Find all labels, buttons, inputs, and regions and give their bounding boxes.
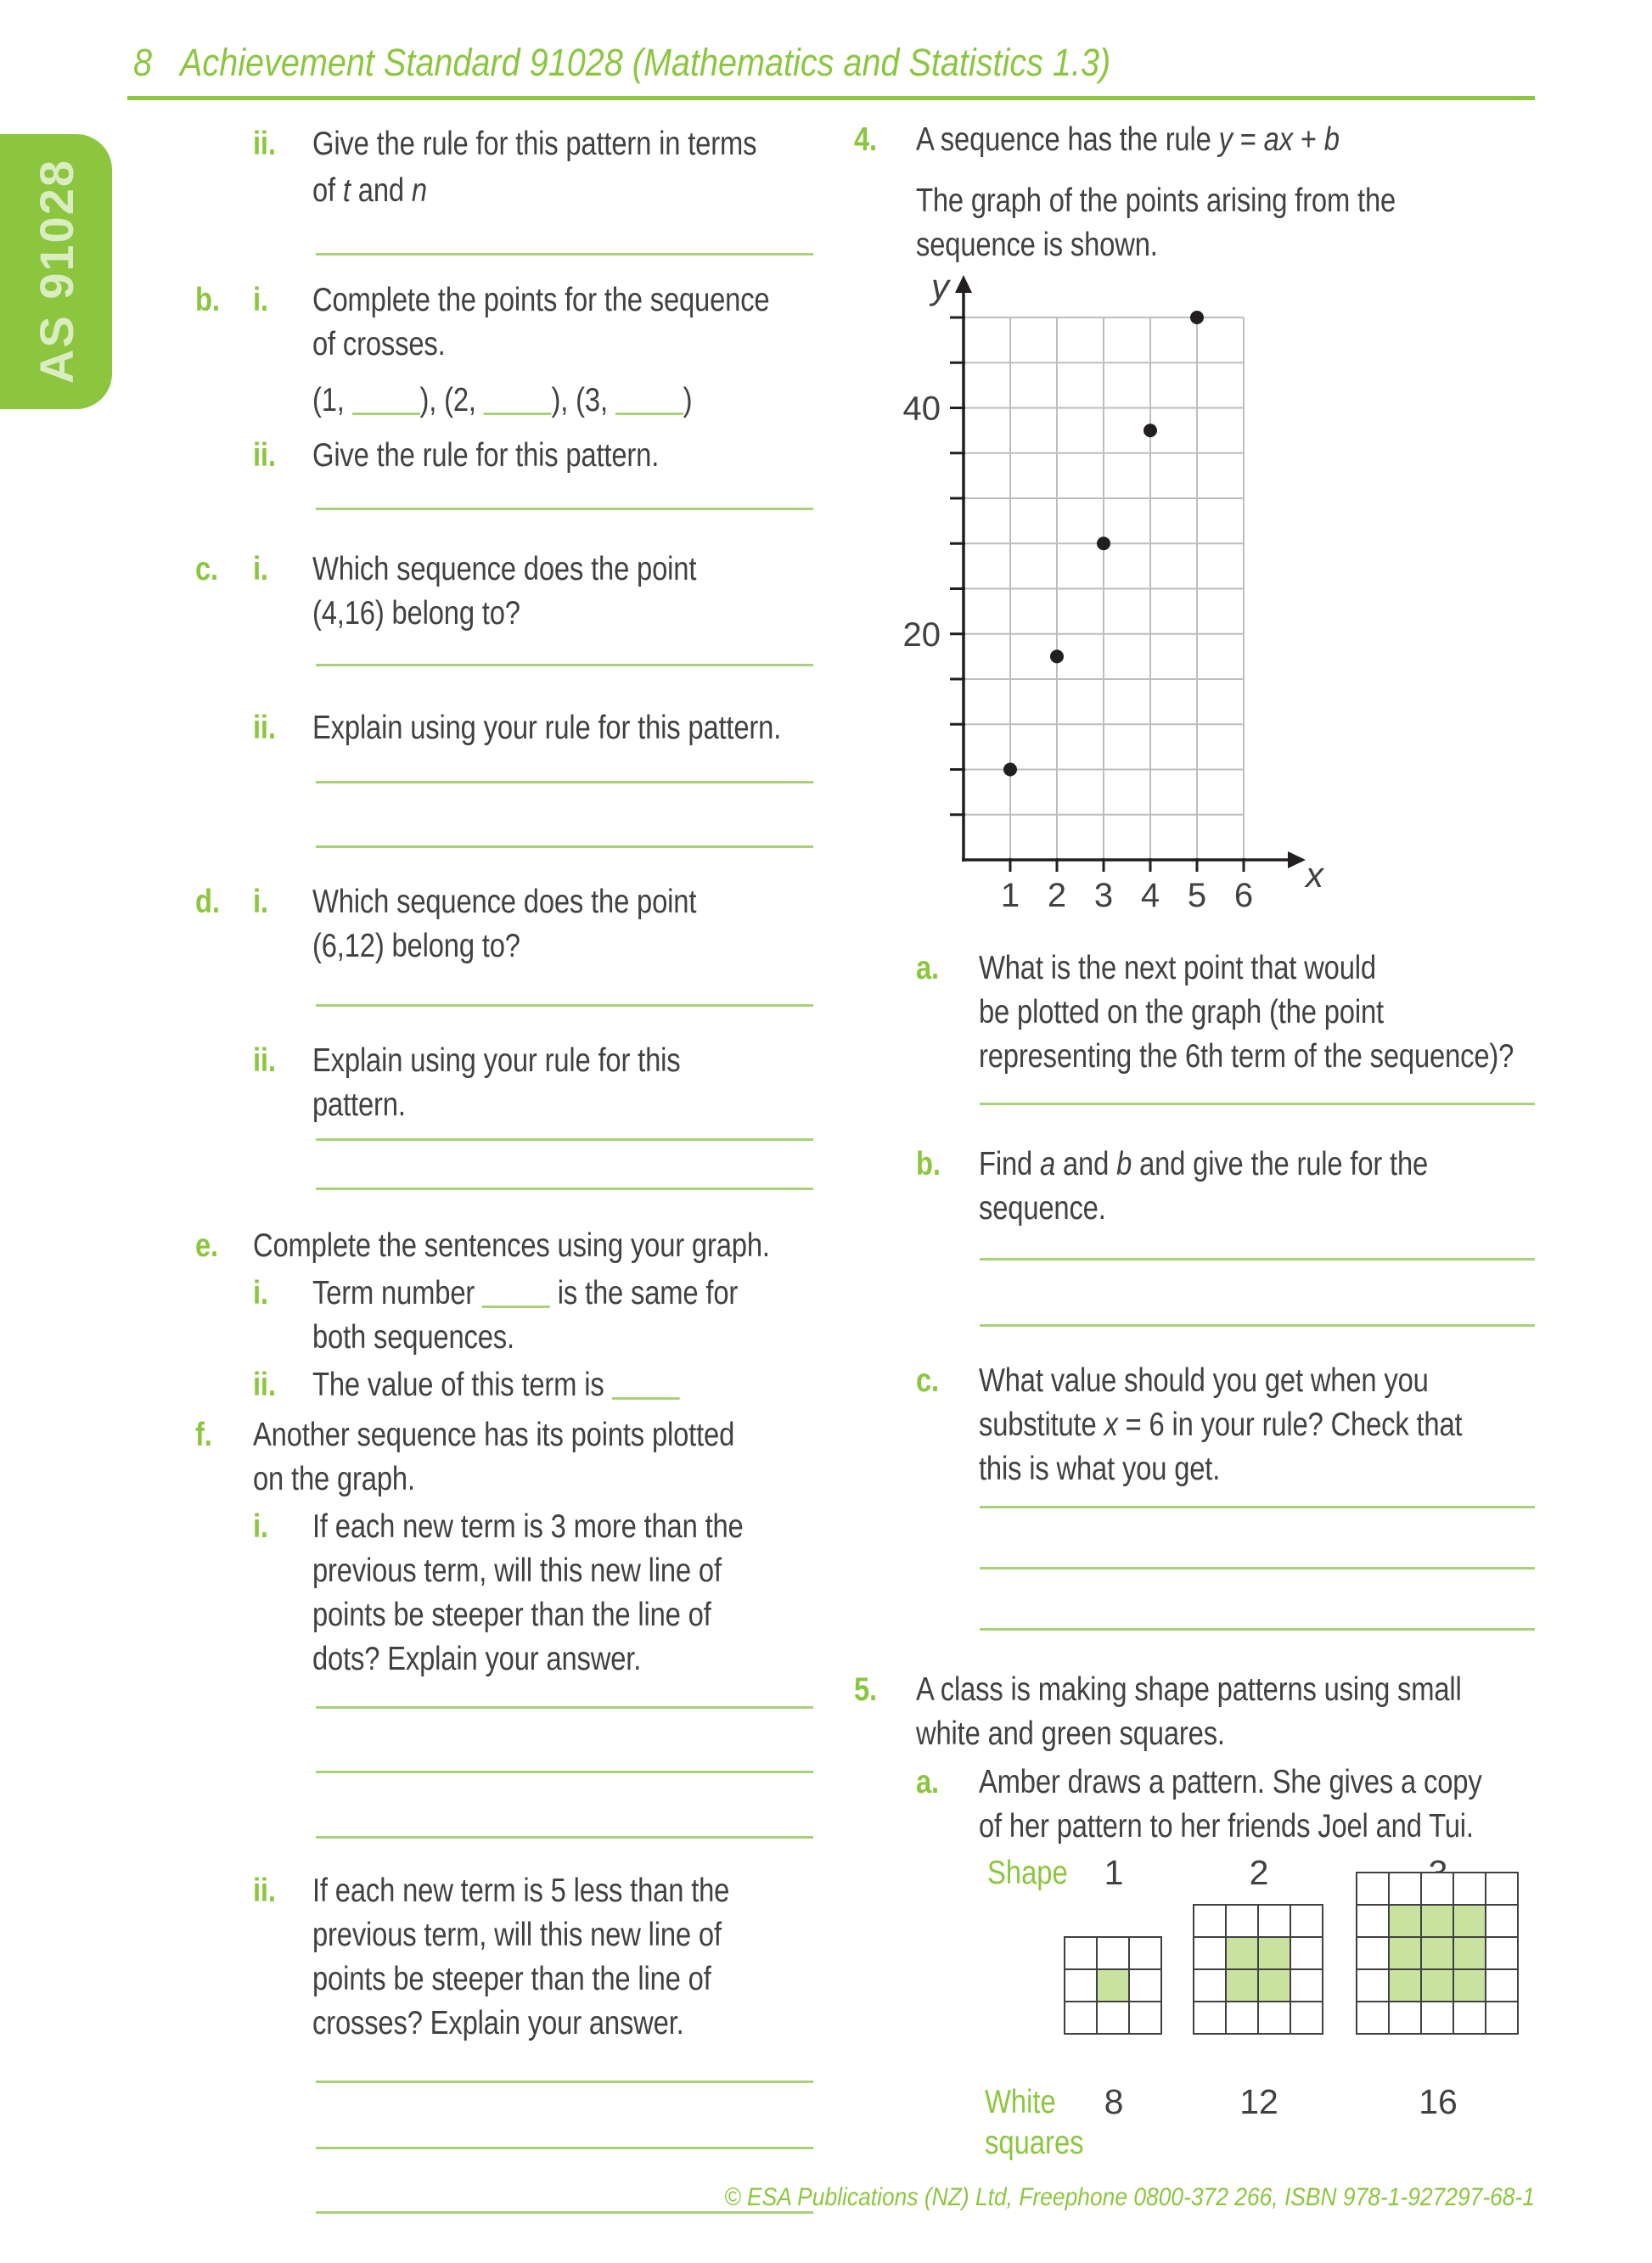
white-square: [1290, 1905, 1323, 1937]
svg-text:y: y: [931, 267, 949, 306]
white-square: [1421, 2002, 1453, 2034]
white-square: [1486, 1969, 1518, 2002]
item-f-ii-line1: If each new term is 5 less than the: [312, 1873, 730, 1909]
green-square: [1258, 1937, 1290, 1969]
svg-text:6: 6: [1233, 877, 1254, 914]
item-f-i-line2: previous term, will this new line of: [312, 1553, 722, 1589]
item-b-marker: b.: [195, 282, 220, 318]
question-4-line2: The graph of the points arising from the: [916, 182, 1396, 219]
page-number: 8: [133, 41, 153, 84]
white-squares-value-3: 16: [1419, 2082, 1458, 2121]
white-square: [1453, 2002, 1486, 2034]
white-square: [1194, 1937, 1226, 1969]
question-4-line1: A sequence has the rule y = ax + b: [916, 121, 1340, 158]
q4-c-marker: c.: [916, 1362, 939, 1399]
green-square: [1389, 1969, 1421, 2002]
white-square: [1357, 1905, 1389, 1937]
item-e-line1: Complete the sentences using your graph.: [253, 1227, 770, 1264]
green-square: [1389, 1937, 1421, 1969]
answer-line: [980, 1628, 1535, 1631]
white-square: [1097, 2002, 1129, 2034]
item-c-ii-marker: ii.: [253, 710, 276, 746]
green-square: [1453, 1969, 1486, 2002]
green-square: [1421, 1905, 1453, 1937]
white-square: [1258, 1905, 1290, 1937]
item-b-i-points: (1, ), (2, ), (3, ): [312, 382, 693, 418]
item-c-ii-line1: Explain using your rule for this pattern.: [312, 710, 782, 746]
shape-2-number: 2: [1249, 1853, 1269, 1892]
svg-text:2: 2: [1047, 877, 1067, 914]
q4-c-line1: What value should you get when you: [979, 1362, 1429, 1399]
q4-a-line3: representing the 6th term of the sequence)?: [979, 1038, 1514, 1075]
item-f-line1: Another sequence has its points plotted: [253, 1417, 735, 1453]
white-squares-value-1: 8: [1104, 2082, 1124, 2121]
item-b-i-line1: Complete the points for the sequence: [312, 282, 770, 318]
standard-tab-label: AS 91028: [29, 159, 83, 385]
white-square: [1194, 1969, 1226, 2002]
svg-text:x: x: [1306, 855, 1323, 895]
white-square: [1486, 1873, 1518, 1905]
white-square: [1357, 1873, 1389, 1905]
white-square: [1129, 1969, 1161, 2002]
white-square: [1129, 2002, 1161, 2034]
item-d-marker: d.: [195, 884, 220, 920]
question-5-marker: 5.: [854, 1671, 877, 1708]
shape-pattern-2: [1193, 1904, 1323, 2035]
white-squares-label-1: White: [985, 2084, 1056, 2120]
item-f-ii-marker: ii.: [253, 1873, 276, 1909]
q4-b-line1: Find a and b and give the rule for the: [979, 1146, 1429, 1182]
answer-line: [316, 2080, 813, 2083]
green-square: [1389, 1905, 1421, 1937]
white-square: [1065, 2002, 1097, 2034]
item-d-ii-line2: pattern.: [312, 1087, 406, 1123]
white-square: [1290, 1969, 1323, 2002]
green-square: [1226, 1969, 1258, 2002]
item-d-ii-line1: Explain using your rule for this: [312, 1042, 681, 1079]
sequence-graph: [883, 255, 1358, 934]
q4-a-line1: What is the next point that would: [979, 950, 1376, 986]
item-f-i-line4: dots? Explain your answer.: [312, 1641, 642, 1677]
answer-line: [316, 845, 813, 848]
white-square: [1065, 1969, 1097, 2002]
answer-line: [980, 1324, 1535, 1327]
q4-c-line3: this is what you get.: [979, 1451, 1221, 1487]
item-f-i-marker: i.: [253, 1508, 268, 1545]
answer-line: [316, 1004, 813, 1007]
question-5-line2: white and green squares.: [916, 1716, 1225, 1752]
item-e-i-line2: both sequences.: [312, 1319, 514, 1356]
answer-line: [316, 2147, 813, 2149]
shape-1-number: 1: [1104, 1853, 1124, 1892]
white-square: [1486, 2002, 1518, 2034]
item-d-i-line1: Which sequence does the point: [312, 884, 697, 920]
answer-line: [980, 1103, 1535, 1105]
svg-text:5: 5: [1187, 877, 1207, 914]
answer-line: [316, 1188, 813, 1190]
page-title: Achievement Standard 91028 (Mathematics and Statistics 1.3): [180, 41, 1111, 84]
green-square: [1258, 1969, 1290, 2002]
white-square: [1129, 1937, 1161, 1969]
item-b-i-line2: of crosses.: [312, 326, 446, 362]
svg-text:3: 3: [1093, 877, 1114, 914]
item-b-ii-line1: Give the rule for this pattern.: [312, 437, 660, 474]
question-5-line1: A class is making shape patterns using small: [916, 1671, 1462, 1708]
green-square: [1097, 1969, 1129, 2002]
white-square: [1194, 1905, 1226, 1937]
white-square: [1453, 1873, 1486, 1905]
q4-a-line2: be plotted on the graph (the point: [979, 994, 1384, 1030]
green-square: [1421, 1937, 1453, 1969]
item-c-i-line2: (4,16) belong to?: [312, 595, 520, 632]
answer-line: [980, 1567, 1535, 1570]
shape-pattern-3: [1356, 1872, 1519, 2035]
item-f-line2: on the graph.: [253, 1461, 415, 1497]
white-square: [1421, 1873, 1453, 1905]
answer-line: [316, 508, 813, 510]
white-square: [1486, 1905, 1518, 1937]
white-square: [1357, 1969, 1389, 2002]
answer-line: [980, 1258, 1535, 1261]
item-e-i-line1: Term number is the same for: [312, 1275, 739, 1311]
item-d-ii-marker: ii.: [253, 1042, 276, 1079]
answer-line: [316, 1836, 813, 1839]
item-c-i-line1: Which sequence does the point: [312, 551, 697, 587]
white-square: [1389, 1873, 1421, 1905]
question-4-line3: sequence is shown.: [916, 227, 1158, 263]
item-f-i-line1: If each new term is 3 more than the: [312, 1508, 744, 1545]
answer-line: [316, 781, 813, 783]
item-ii-top-line1: Give the rule for this pattern in terms: [312, 126, 757, 162]
item-e-ii-line1: The value of this term is: [312, 1367, 679, 1404]
answer-line: [316, 1138, 813, 1141]
answer-line: [980, 1506, 1535, 1508]
green-square: [1453, 1937, 1486, 1969]
q4-a-marker: a.: [916, 950, 939, 986]
white-square: [1226, 2002, 1258, 2034]
white-square: [1290, 2002, 1323, 2034]
item-ii-top-line2: of t and n: [312, 172, 427, 209]
item-f-ii-line3: points be steeper than the line of: [312, 1961, 711, 1997]
q4-b-marker: b.: [916, 1146, 941, 1182]
item-e-marker: e.: [195, 1227, 218, 1264]
item-f-marker: f.: [195, 1417, 212, 1453]
item-e-i-marker: i.: [253, 1275, 268, 1311]
svg-text:1: 1: [1000, 877, 1020, 914]
white-square: [1290, 1937, 1323, 1969]
svg-text:20: 20: [902, 615, 941, 654]
item-ii-top-marker: ii.: [253, 126, 276, 162]
green-square: [1421, 1969, 1453, 2002]
answer-line: [316, 664, 813, 666]
q4-b-line2: sequence.: [979, 1190, 1106, 1227]
standard-tab: [0, 134, 112, 409]
white-square: [1258, 2002, 1290, 2034]
item-b-i-marker: i.: [253, 282, 268, 318]
svg-text:4: 4: [1140, 877, 1160, 914]
item-c-i-marker: i.: [253, 551, 268, 587]
shape-pattern-1: [1064, 1936, 1162, 2035]
answer-line: [316, 1771, 813, 1773]
item-f-ii-line4: crosses? Explain your answer.: [312, 2005, 684, 2041]
shape-row-label: Shape: [987, 1855, 1068, 1891]
white-square: [1097, 1937, 1129, 1969]
white-square: [1357, 1937, 1389, 1969]
q4-c-line2: substitute x = 6 in your rule? Check that: [979, 1407, 1463, 1443]
publisher-footer: © ESA Publications (NZ) Ltd, Freephone 0800-372 266, ISBN 978-1-927297-68-1: [724, 2183, 1535, 2211]
q5-a-line2: of her pattern to her friends Joel and Tui.: [979, 1808, 1474, 1845]
white-square: [1226, 1905, 1258, 1937]
white-squares-label-2: squares: [985, 2125, 1084, 2161]
green-square: [1226, 1937, 1258, 1969]
item-c-marker: c.: [195, 551, 218, 587]
white-square: [1194, 2002, 1226, 2034]
green-square: [1453, 1905, 1486, 1937]
answer-line: [316, 253, 813, 256]
item-d-i-line2: (6,12) belong to?: [312, 928, 520, 964]
item-b-ii-marker: ii.: [253, 437, 276, 474]
white-squares-value-2: 12: [1239, 2082, 1278, 2121]
q5-a-line1: Amber draws a pattern. She gives a copy: [979, 1764, 1482, 1800]
item-e-ii-marker: ii.: [253, 1367, 276, 1403]
question-4-marker: 4.: [854, 121, 877, 158]
header-rule: [127, 96, 1535, 100]
white-square: [1065, 1937, 1097, 1969]
svg-text:40: 40: [902, 390, 941, 428]
white-square: [1389, 2002, 1421, 2034]
item-f-i-line3: points be steeper than the line of: [312, 1597, 711, 1633]
item-d-i-marker: i.: [253, 884, 268, 920]
answer-line: [316, 1706, 813, 1709]
item-f-ii-line2: previous term, will this new line of: [312, 1917, 722, 1953]
white-square: [1357, 2002, 1389, 2034]
white-square: [1486, 1937, 1518, 1969]
q5-a-marker: a.: [916, 1764, 939, 1800]
